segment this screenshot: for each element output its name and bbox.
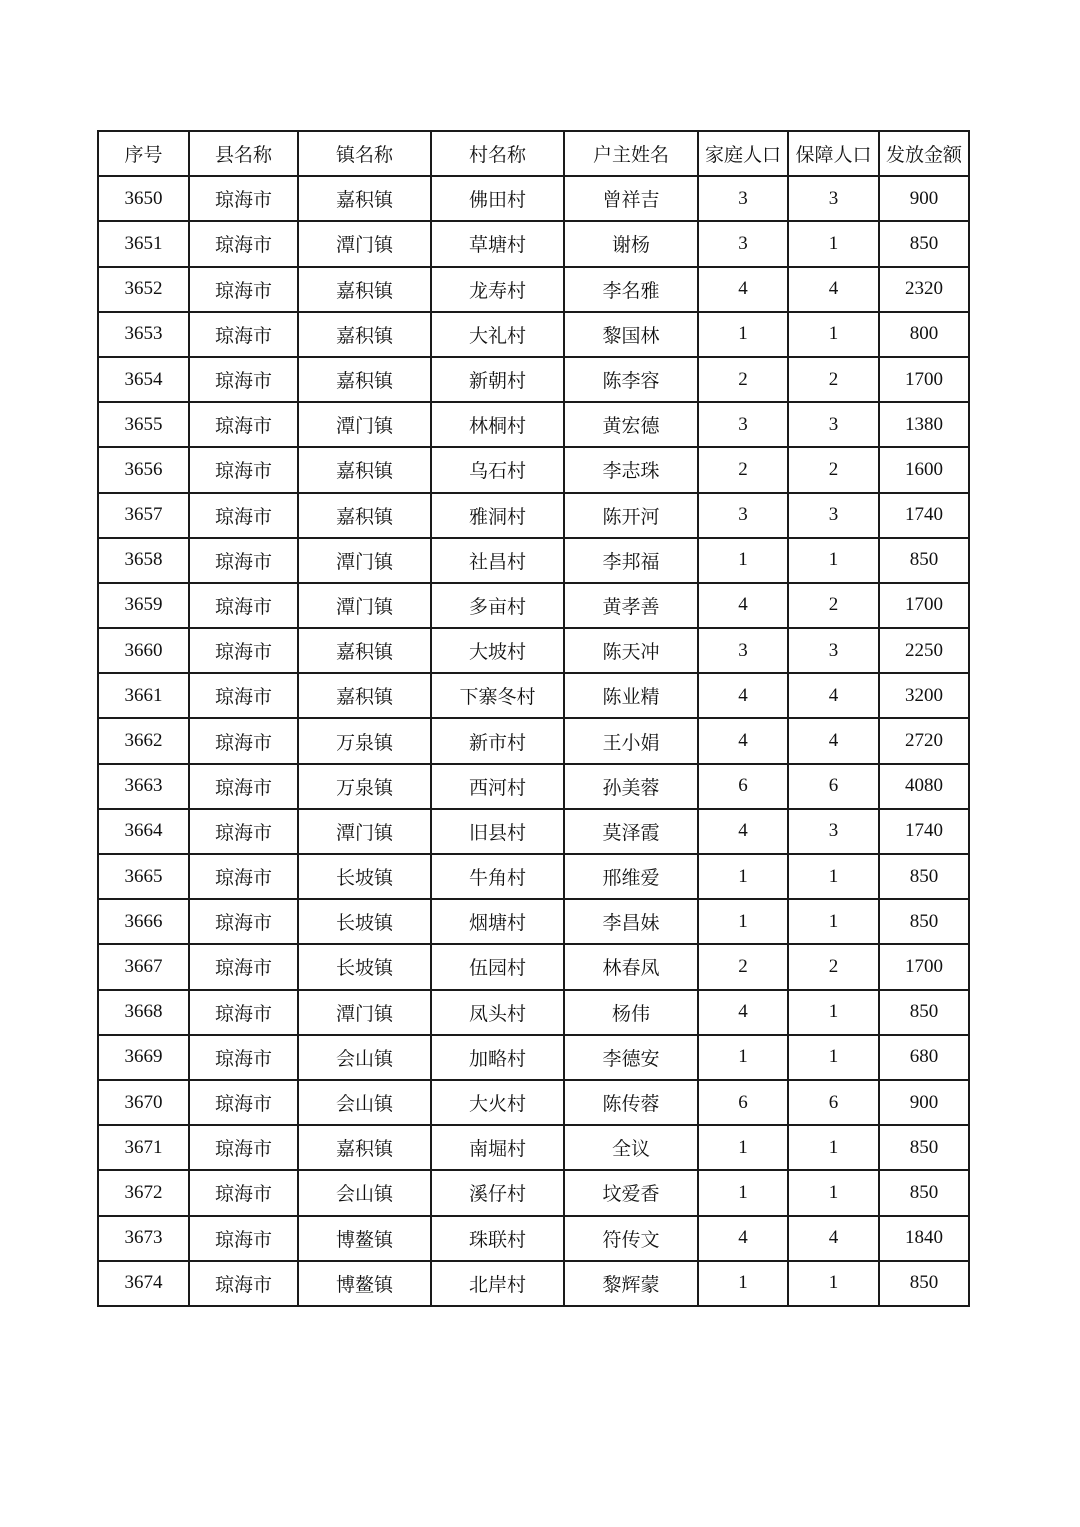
- covered-persons-cell: 4: [788, 673, 879, 718]
- header-serial-number: 序号: [98, 131, 189, 176]
- village-name-cell: 大礼村: [431, 312, 564, 357]
- header-covered-persons: 保障人口: [788, 131, 879, 176]
- covered-persons-cell: 1: [788, 538, 879, 583]
- payment-amount-cell: 850: [879, 221, 969, 266]
- household-size-cell: 6: [698, 764, 788, 809]
- village-name-cell: 烟塘村: [431, 899, 564, 944]
- householder-name-cell: 黄宏德: [564, 402, 698, 447]
- village-name-cell: 社昌村: [431, 538, 564, 583]
- householder-name-cell: 陈开河: [564, 493, 698, 538]
- payment-amount-cell: 800: [879, 312, 969, 357]
- table-row: [98, 899, 969, 944]
- county-name-cell: 琼海市: [189, 447, 298, 492]
- household-size-cell: 4: [698, 990, 788, 1035]
- serial-number-cell: 3655: [98, 402, 189, 447]
- householder-name-cell: 坟爱香: [564, 1170, 698, 1215]
- payment-amount-cell: 2320: [879, 267, 969, 312]
- table-row: [98, 357, 969, 402]
- covered-persons-cell: 1: [788, 1035, 879, 1080]
- household-size-cell: 3: [698, 402, 788, 447]
- village-name-cell: 牛角村: [431, 854, 564, 899]
- household-size-cell: 1: [698, 1170, 788, 1215]
- village-name-cell: 西河村: [431, 764, 564, 809]
- table-row: [98, 1216, 969, 1261]
- covered-persons-cell: 2: [788, 944, 879, 989]
- village-name-cell: 新朝村: [431, 357, 564, 402]
- table-row: [98, 990, 969, 1035]
- householder-name-cell: 李德安: [564, 1035, 698, 1080]
- town-name-cell: 潭门镇: [298, 583, 431, 628]
- town-name-cell: 会山镇: [298, 1035, 431, 1080]
- town-name-cell: 潭门镇: [298, 221, 431, 266]
- county-name-cell: 琼海市: [189, 673, 298, 718]
- household-size-cell: 1: [698, 1125, 788, 1170]
- table-row: [98, 312, 969, 357]
- payment-amount-cell: 850: [879, 899, 969, 944]
- household-size-cell: 1: [698, 899, 788, 944]
- householder-name-cell: 符传文: [564, 1216, 698, 1261]
- county-name-cell: 琼海市: [189, 1035, 298, 1080]
- serial-number-cell: 3650: [98, 176, 189, 221]
- serial-number-cell: 3654: [98, 357, 189, 402]
- household-size-cell: 2: [698, 447, 788, 492]
- town-name-cell: 长坡镇: [298, 944, 431, 989]
- town-name-cell: 嘉积镇: [298, 357, 431, 402]
- serial-number-cell: 3669: [98, 1035, 189, 1080]
- village-name-cell: 旧县村: [431, 809, 564, 854]
- covered-persons-cell: 1: [788, 1261, 879, 1306]
- householder-name-cell: 陈天冲: [564, 628, 698, 673]
- village-name-cell: 珠联村: [431, 1216, 564, 1261]
- payment-amount-cell: 1380: [879, 402, 969, 447]
- table-row: [98, 402, 969, 447]
- householder-name-cell: 李昌妹: [564, 899, 698, 944]
- town-name-cell: 长坡镇: [298, 899, 431, 944]
- covered-persons-cell: 1: [788, 221, 879, 266]
- household-size-cell: 1: [698, 1261, 788, 1306]
- table-row: [98, 1080, 969, 1125]
- town-name-cell: 长坡镇: [298, 854, 431, 899]
- village-name-cell: 加略村: [431, 1035, 564, 1080]
- county-name-cell: 琼海市: [189, 1125, 298, 1170]
- table-row: [98, 854, 969, 899]
- covered-persons-cell: 3: [788, 493, 879, 538]
- table-row: [98, 583, 969, 628]
- village-name-cell: 龙寿村: [431, 267, 564, 312]
- table-row: [98, 221, 969, 266]
- table-body: [98, 176, 969, 1306]
- county-name-cell: 琼海市: [189, 628, 298, 673]
- town-name-cell: 潭门镇: [298, 538, 431, 583]
- village-name-cell: 下寨冬村: [431, 673, 564, 718]
- payment-amount-cell: 850: [879, 1125, 969, 1170]
- payment-amount-cell: 850: [879, 1170, 969, 1215]
- header-row: [98, 131, 969, 176]
- covered-persons-cell: 4: [788, 718, 879, 763]
- covered-persons-cell: 1: [788, 1125, 879, 1170]
- serial-number-cell: 3670: [98, 1080, 189, 1125]
- covered-persons-cell: 1: [788, 990, 879, 1035]
- household-size-cell: 3: [698, 628, 788, 673]
- serial-number-cell: 3651: [98, 221, 189, 266]
- county-name-cell: 琼海市: [189, 312, 298, 357]
- county-name-cell: 琼海市: [189, 1216, 298, 1261]
- county-name-cell: 琼海市: [189, 176, 298, 221]
- table-row: [98, 1261, 969, 1306]
- town-name-cell: 嘉积镇: [298, 628, 431, 673]
- payment-amount-cell: 2720: [879, 718, 969, 763]
- serial-number-cell: 3666: [98, 899, 189, 944]
- county-name-cell: 琼海市: [189, 718, 298, 763]
- covered-persons-cell: 4: [788, 1216, 879, 1261]
- household-size-cell: 6: [698, 1080, 788, 1125]
- serial-number-cell: 3653: [98, 312, 189, 357]
- payment-amount-cell: 850: [879, 854, 969, 899]
- serial-number-cell: 3658: [98, 538, 189, 583]
- town-name-cell: 嘉积镇: [298, 673, 431, 718]
- householder-name-cell: 李志珠: [564, 447, 698, 492]
- village-name-cell: 雅洞村: [431, 493, 564, 538]
- table-row: [98, 538, 969, 583]
- household-size-cell: 4: [698, 583, 788, 628]
- header-village-name: 村名称: [431, 131, 564, 176]
- household-size-cell: 4: [698, 1216, 788, 1261]
- village-name-cell: 多亩村: [431, 583, 564, 628]
- village-name-cell: 新市村: [431, 718, 564, 763]
- household-size-cell: 4: [698, 809, 788, 854]
- householder-name-cell: 王小娟: [564, 718, 698, 763]
- village-name-cell: 伍园村: [431, 944, 564, 989]
- header-payment-amount: 发放金额: [879, 131, 969, 176]
- serial-number-cell: 3667: [98, 944, 189, 989]
- header-householder-name: 户主姓名: [564, 131, 698, 176]
- household-size-cell: 1: [698, 538, 788, 583]
- householder-name-cell: 杨伟: [564, 990, 698, 1035]
- serial-number-cell: 3663: [98, 764, 189, 809]
- relief-payment-table: [97, 130, 970, 1307]
- household-size-cell: 1: [698, 1035, 788, 1080]
- serial-number-cell: 3652: [98, 267, 189, 312]
- householder-name-cell: 李邦福: [564, 538, 698, 583]
- town-name-cell: 会山镇: [298, 1080, 431, 1125]
- table-row: [98, 764, 969, 809]
- county-name-cell: 琼海市: [189, 854, 298, 899]
- covered-persons-cell: 4: [788, 267, 879, 312]
- payment-amount-cell: 900: [879, 176, 969, 221]
- householder-name-cell: 孙美蓉: [564, 764, 698, 809]
- table-row: [98, 1125, 969, 1170]
- village-name-cell: 佛田村: [431, 176, 564, 221]
- village-name-cell: 乌石村: [431, 447, 564, 492]
- householder-name-cell: 邢维爱: [564, 854, 698, 899]
- town-name-cell: 博鳌镇: [298, 1261, 431, 1306]
- covered-persons-cell: 3: [788, 176, 879, 221]
- table-row: [98, 176, 969, 221]
- town-name-cell: 潭门镇: [298, 402, 431, 447]
- payment-amount-cell: 900: [879, 1080, 969, 1125]
- serial-number-cell: 3671: [98, 1125, 189, 1170]
- village-name-cell: 南堀村: [431, 1125, 564, 1170]
- householder-name-cell: 陈传蓉: [564, 1080, 698, 1125]
- serial-number-cell: 3659: [98, 583, 189, 628]
- payment-amount-cell: 4080: [879, 764, 969, 809]
- householder-name-cell: 陈李容: [564, 357, 698, 402]
- covered-persons-cell: 1: [788, 312, 879, 357]
- householder-name-cell: 李名雅: [564, 267, 698, 312]
- serial-number-cell: 3662: [98, 718, 189, 763]
- covered-persons-cell: 3: [788, 402, 879, 447]
- covered-persons-cell: 2: [788, 357, 879, 402]
- table-row: [98, 267, 969, 312]
- county-name-cell: 琼海市: [189, 221, 298, 266]
- serial-number-cell: 3672: [98, 1170, 189, 1215]
- header-county-name: 县名称: [189, 131, 298, 176]
- town-name-cell: 万泉镇: [298, 718, 431, 763]
- town-name-cell: 嘉积镇: [298, 447, 431, 492]
- county-name-cell: 琼海市: [189, 1170, 298, 1215]
- town-name-cell: 嘉积镇: [298, 267, 431, 312]
- householder-name-cell: 陈业精: [564, 673, 698, 718]
- header-household-size: 家庭人口: [698, 131, 788, 176]
- town-name-cell: 嘉积镇: [298, 176, 431, 221]
- householder-name-cell: 谢杨: [564, 221, 698, 266]
- covered-persons-cell: 1: [788, 854, 879, 899]
- payment-amount-cell: 1600: [879, 447, 969, 492]
- village-name-cell: 林桐村: [431, 402, 564, 447]
- table-row: [98, 493, 969, 538]
- county-name-cell: 琼海市: [189, 402, 298, 447]
- county-name-cell: 琼海市: [189, 944, 298, 989]
- payment-amount-cell: 1840: [879, 1216, 969, 1261]
- table-row: [98, 628, 969, 673]
- household-size-cell: 4: [698, 673, 788, 718]
- payment-amount-cell: 850: [879, 538, 969, 583]
- householder-name-cell: 黄孝善: [564, 583, 698, 628]
- county-name-cell: 琼海市: [189, 583, 298, 628]
- county-name-cell: 琼海市: [189, 538, 298, 583]
- table-row: [98, 447, 969, 492]
- table-row: [98, 1035, 969, 1080]
- payment-amount-cell: 1700: [879, 583, 969, 628]
- covered-persons-cell: 1: [788, 1170, 879, 1215]
- payment-amount-cell: 3200: [879, 673, 969, 718]
- county-name-cell: 琼海市: [189, 357, 298, 402]
- table-row: [98, 944, 969, 989]
- town-name-cell: 潭门镇: [298, 809, 431, 854]
- covered-persons-cell: 3: [788, 628, 879, 673]
- village-name-cell: 草塘村: [431, 221, 564, 266]
- village-name-cell: 北岸村: [431, 1261, 564, 1306]
- village-name-cell: 大火村: [431, 1080, 564, 1125]
- serial-number-cell: 3664: [98, 809, 189, 854]
- county-name-cell: 琼海市: [189, 1080, 298, 1125]
- payment-amount-cell: 1700: [879, 944, 969, 989]
- covered-persons-cell: 6: [788, 764, 879, 809]
- householder-name-cell: 曾祥吉: [564, 176, 698, 221]
- county-name-cell: 琼海市: [189, 899, 298, 944]
- covered-persons-cell: 2: [788, 583, 879, 628]
- town-name-cell: 博鳌镇: [298, 1216, 431, 1261]
- household-size-cell: 3: [698, 221, 788, 266]
- household-size-cell: 4: [698, 267, 788, 312]
- county-name-cell: 琼海市: [189, 267, 298, 312]
- serial-number-cell: 3668: [98, 990, 189, 1035]
- table-row: [98, 809, 969, 854]
- covered-persons-cell: 6: [788, 1080, 879, 1125]
- covered-persons-cell: 2: [788, 447, 879, 492]
- town-name-cell: 嘉积镇: [298, 312, 431, 357]
- town-name-cell: 嘉积镇: [298, 1125, 431, 1170]
- header-town-name: 镇名称: [298, 131, 431, 176]
- town-name-cell: 嘉积镇: [298, 493, 431, 538]
- county-name-cell: 琼海市: [189, 1261, 298, 1306]
- householder-name-cell: 林春凤: [564, 944, 698, 989]
- county-name-cell: 琼海市: [189, 493, 298, 538]
- table-row: [98, 718, 969, 763]
- householder-name-cell: 黎辉蒙: [564, 1261, 698, 1306]
- payment-amount-cell: 1740: [879, 493, 969, 538]
- householder-name-cell: 全议: [564, 1125, 698, 1170]
- payment-amount-cell: 850: [879, 990, 969, 1035]
- town-name-cell: 万泉镇: [298, 764, 431, 809]
- serial-number-cell: 3660: [98, 628, 189, 673]
- village-name-cell: 凤头村: [431, 990, 564, 1035]
- serial-number-cell: 3661: [98, 673, 189, 718]
- household-size-cell: 2: [698, 357, 788, 402]
- household-size-cell: 4: [698, 718, 788, 763]
- covered-persons-cell: 3: [788, 809, 879, 854]
- household-size-cell: 1: [698, 312, 788, 357]
- town-name-cell: 潭门镇: [298, 990, 431, 1035]
- payment-amount-cell: 1740: [879, 809, 969, 854]
- household-size-cell: 1: [698, 854, 788, 899]
- table-row: [98, 673, 969, 718]
- householder-name-cell: 莫泽霞: [564, 809, 698, 854]
- serial-number-cell: 3673: [98, 1216, 189, 1261]
- county-name-cell: 琼海市: [189, 990, 298, 1035]
- household-size-cell: 3: [698, 176, 788, 221]
- table-row: [98, 1170, 969, 1215]
- household-size-cell: 2: [698, 944, 788, 989]
- covered-persons-cell: 1: [788, 899, 879, 944]
- household-size-cell: 3: [698, 493, 788, 538]
- serial-number-cell: 3656: [98, 447, 189, 492]
- payment-amount-cell: 850: [879, 1261, 969, 1306]
- householder-name-cell: 黎国林: [564, 312, 698, 357]
- serial-number-cell: 3665: [98, 854, 189, 899]
- serial-number-cell: 3674: [98, 1261, 189, 1306]
- village-name-cell: 大坡村: [431, 628, 564, 673]
- payment-amount-cell: 1700: [879, 357, 969, 402]
- county-name-cell: 琼海市: [189, 809, 298, 854]
- payment-amount-cell: 2250: [879, 628, 969, 673]
- county-name-cell: 琼海市: [189, 764, 298, 809]
- village-name-cell: 溪仔村: [431, 1170, 564, 1215]
- serial-number-cell: 3657: [98, 493, 189, 538]
- payment-amount-cell: 680: [879, 1035, 969, 1080]
- town-name-cell: 会山镇: [298, 1170, 431, 1215]
